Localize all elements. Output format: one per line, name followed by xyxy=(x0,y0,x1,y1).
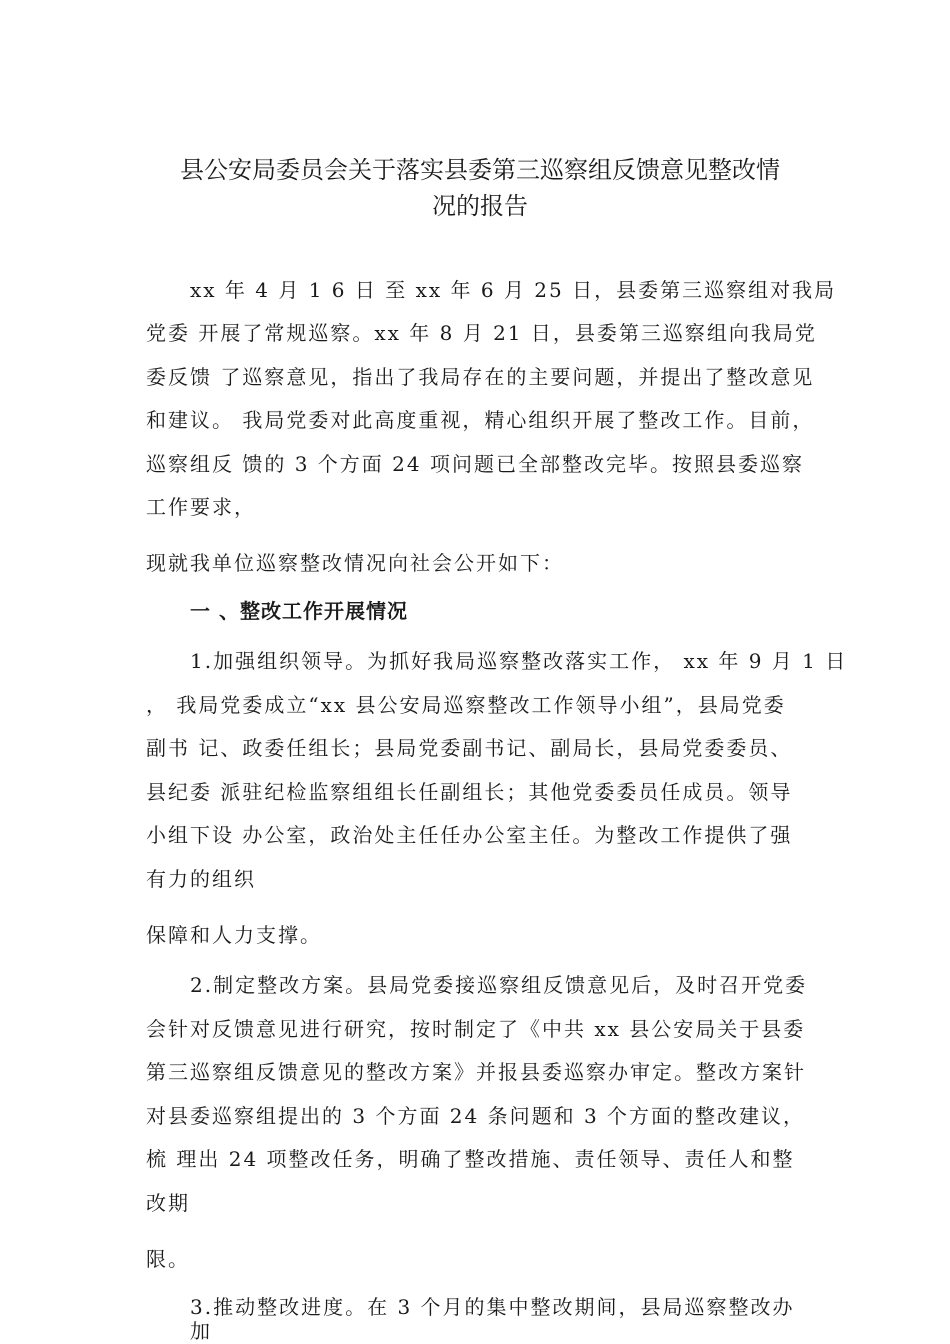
section-heading: 一 、整改工作开展情况 xyxy=(190,599,408,623)
document-title-line-2: 况的报告 xyxy=(432,192,528,220)
paragraph-line: 限。 xyxy=(146,1247,190,1271)
paragraph-line: 有力的组织 xyxy=(146,867,256,891)
paragraph-line: 现就我单位巡察整改情况向社会公开如下： xyxy=(146,551,564,575)
paragraph-line: 副书 记、政委任组长；县局党委副书记、副局长，县局党委委员、 xyxy=(146,736,793,760)
paragraph-line: 改期 xyxy=(146,1191,190,1215)
paragraph-line: 梳 理出 24 项整改任务，明确了整改措施、责任领导、责任人和整 xyxy=(146,1147,795,1171)
paragraph-line: 加 xyxy=(190,1319,212,1343)
paragraph-line: 巡察组反 馈的 3 个方面 24 项问题已全部整改完毕。按照县委巡察 xyxy=(146,452,804,476)
paragraph-line: 党委 开展了常规巡察。xx 年 8 月 21 日，县委第三巡察组向我局党 xyxy=(146,321,817,345)
paragraph-line: 3.推动整改进度。在 3 个月的集中整改期间，县局巡察整改办 xyxy=(190,1295,795,1319)
paragraph-line: 委反馈 了巡察意见，指出了我局存在的主要问题，并提出了整改意见 xyxy=(146,365,815,389)
paragraph-line: 对县委巡察组提出的 3 个方面 24 条问题和 3 个方面的整改建议， xyxy=(146,1104,806,1128)
paragraph-line: 保障和人力支撑。 xyxy=(146,923,322,947)
paragraph-line: 小组下设 办公室，政治处主任任办公室主任。为整改工作提供了强 xyxy=(146,823,793,847)
paragraph-line: 和建议。 我局党委对此高度重视，精心组织开展了整改工作。目前， xyxy=(146,408,815,432)
paragraph-line: 1.加强组织领导。为抓好我局巡察整改落实工作， xx 年 9 月 1 日 xyxy=(190,649,848,673)
paragraph-line: 县纪委 派驻纪检监察组组长任副组长；其他党委委员任成员。领导 xyxy=(146,780,793,804)
paragraph-line: 工作要求， xyxy=(146,495,256,519)
document-title-line-1: 县公安局委员会关于落实县委第三巡察组反馈意见整改情 xyxy=(180,156,780,184)
paragraph-line: 第三巡察组反馈意见的整改方案》并报县委巡察办审定。整改方案针 xyxy=(146,1060,806,1084)
paragraph-line: 2.制定整改方案。县局党委接巡察组反馈意见后，及时召开党委 xyxy=(190,973,808,997)
paragraph-line: 会针对反馈意见进行研究，按时制定了《中共 xx 县公安局关于县委 xyxy=(146,1017,806,1041)
paragraph-line: ， 我局党委成立“xx 县公安局巡察整改工作领导小组”，县局党委 xyxy=(146,693,786,717)
paragraph-line: xx 年 4 月 1 6 日 至 xx 年 6 月 25 日，县委第三巡察组对我局 xyxy=(190,278,837,302)
